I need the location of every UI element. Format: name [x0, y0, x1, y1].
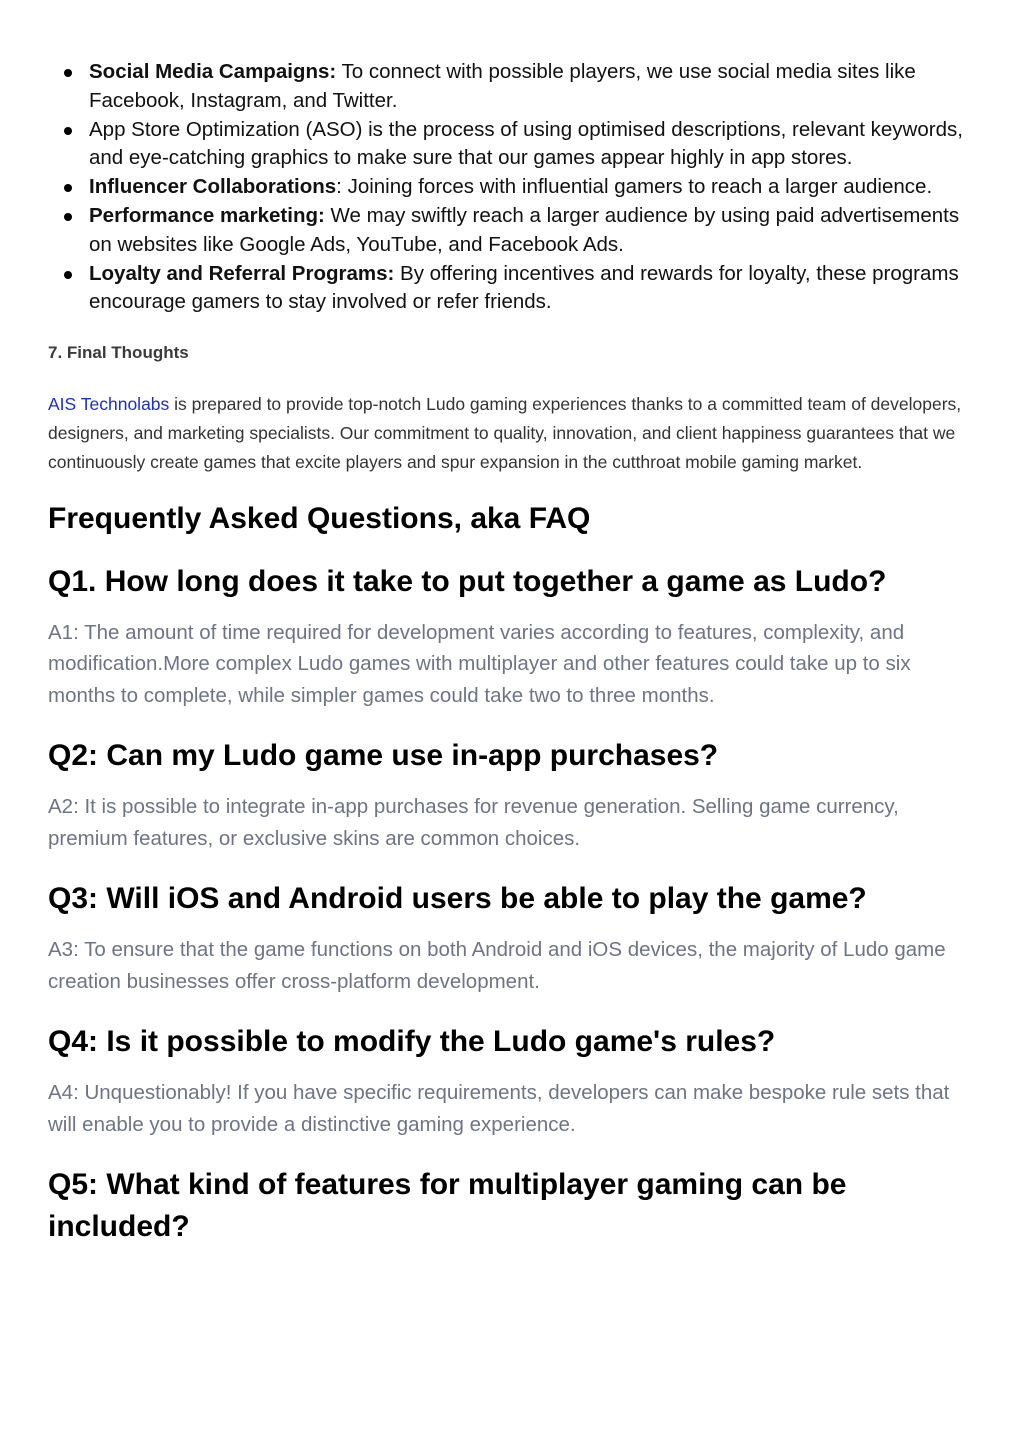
document-page	[48, 58, 978, 1248]
final-thoughts-paragraph	[48, 390, 978, 476]
list-item	[89, 260, 978, 318]
list-item	[89, 202, 978, 260]
list-item	[89, 58, 978, 116]
marketing-bullet-list	[48, 58, 978, 317]
bullet-icon	[64, 213, 72, 221]
faq-answer: A4: Unquestionably! If you have specific requirements, developers can make bespoke rule sets that will enable you to provide a distinctive gaming experience.	[48, 1081, 950, 1136]
bullet-text: By offering incentives and rewards for loyalty, these programs encourage gamers to stay involved or refer friends.	[89, 261, 959, 314]
faq-question: Q5: What kind of features for multiplayer gaming can be included?	[48, 1168, 847, 1244]
bullet-text: : Joining forces with influential gamers to reach a larger audience.	[336, 175, 933, 199]
faq-answer: A2: It is possible to integrate in-app purchases for revenue generation. Selling game currency, premium features, or exclusive skins are common choices.	[48, 795, 899, 850]
faq-item	[48, 561, 978, 712]
bullet-bold-label: Loyalty and Referral Programs:	[89, 261, 395, 285]
faq-item	[48, 1021, 978, 1140]
final-thoughts-body: is prepared to provide top-notch Ludo gaming experiences thanks to a committed team of developers, designers, and marketing specialists. Our commitment to quality, innovation, and client happiness guarantees that we continuously create games that excite players and spur expansion in the cutthroat mobile gaming market.	[48, 394, 962, 472]
bullet-text: We may swiftly reach a larger audience by using paid advertisements on websites like Google Ads, YouTube, and Facebook Ads.	[89, 203, 960, 256]
final-thoughts-heading: 7. Final Thoughts	[48, 343, 189, 363]
list-item	[89, 173, 978, 202]
bullet-icon	[64, 127, 72, 135]
faq-item	[48, 735, 978, 854]
bullet-icon	[64, 184, 72, 192]
faq-answer: A3: To ensure that the game functions on both Android and iOS devices, the majority of Ludo game creation businesses offer cross-platform development.	[48, 938, 946, 993]
faq-answer: A1: The amount of time required for development varies according to features, complexity, and modification.More complex Ludo games with multiplayer and other features could take up to six months to complete, while simpler games could take two to three months.	[48, 620, 911, 707]
list-item	[89, 116, 978, 174]
bullet-text: To connect with possible players, we use social media sites like Facebook, Instagram, and Twitter.	[89, 60, 916, 112]
faq-title: Frequently Asked Questions, aka FAQ	[48, 501, 591, 535]
faq-question: Q1. How long does it take to put together a game as Ludo?	[48, 564, 887, 598]
faq-question: Q3: Will iOS and Android users be able to play the game?	[48, 882, 867, 916]
faq-question: Q2: Can my Ludo game use in-app purchases?	[48, 739, 719, 773]
bullet-bold-label: Social Media Campaigns:	[89, 60, 337, 83]
bullet-text: App Store Optimization (ASO) is the process of using optimised descriptions, relevant keywords, and eye-catching graphics to make sure that our games appear highly in app stores.	[89, 117, 963, 170]
ais-technolabs-link[interactable]: AIS Technolabs	[48, 394, 170, 415]
bullet-bold-label: Performance marketing:	[89, 203, 325, 227]
faq-question: Q4: Is it possible to modify the Ludo game's rules?	[48, 1025, 776, 1059]
faq-item	[48, 878, 978, 997]
bullet-bold-label: Influencer Collaborations	[89, 175, 337, 199]
bullet-icon	[64, 69, 72, 77]
bullet-icon	[64, 271, 72, 279]
faq-item	[48, 1164, 978, 1248]
